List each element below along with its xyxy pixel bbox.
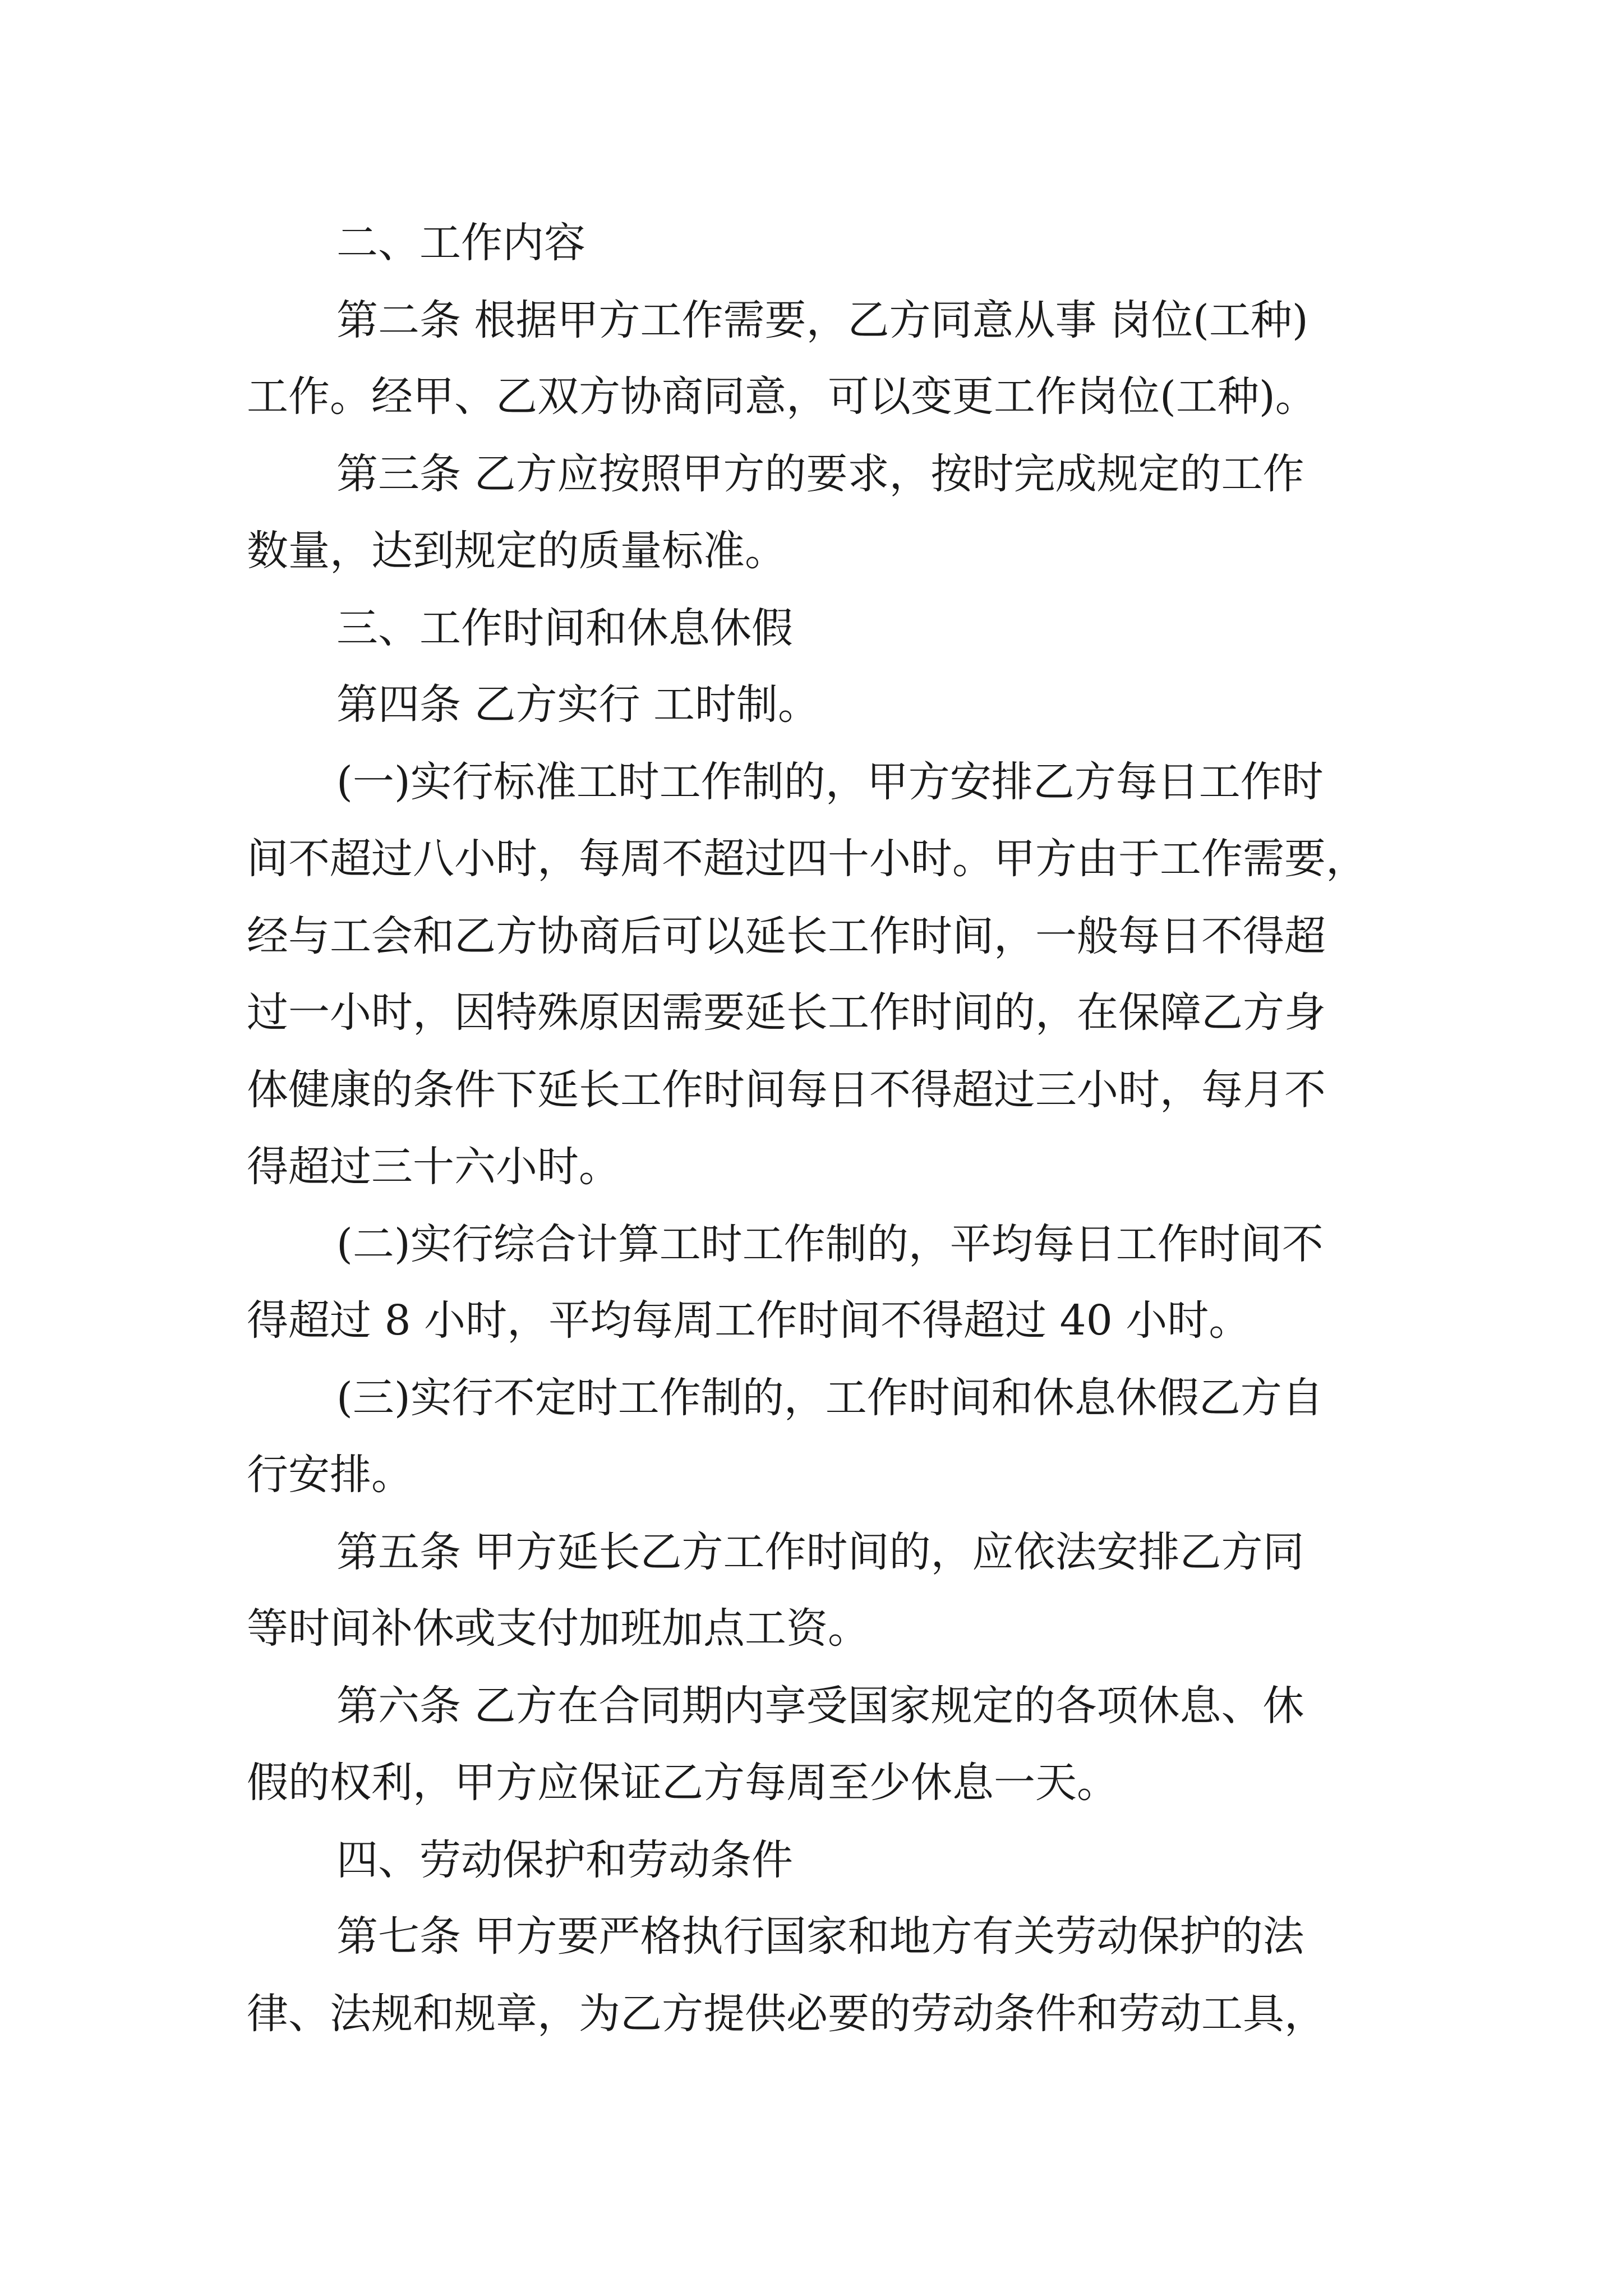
text-line: 第二条 根据甲方工作需要，乙方同意从事 岗位(工种) <box>336 296 1308 344</box>
paragraph-line <box>0 1749 1623 1816</box>
paragraph-line <box>0 979 1623 1046</box>
paragraph-line <box>0 1211 1623 1278</box>
text-line: 二、工作内容 <box>336 219 585 267</box>
section-heading <box>0 595 1623 662</box>
paragraph-line <box>0 748 1623 816</box>
paragraph-line <box>0 363 1623 430</box>
paragraph-line <box>0 1287 1623 1354</box>
text-line: 四、劳动保护和劳动条件 <box>336 1836 793 1884</box>
paragraph-line <box>0 825 1623 892</box>
paragraph-line <box>0 1364 1623 1432</box>
paragraph-line <box>0 1441 1623 1508</box>
paragraph-line <box>0 1903 1623 1970</box>
paragraph-line <box>0 1595 1623 1662</box>
text-line: 得超过三十六小时。 <box>247 1143 620 1191</box>
section-heading <box>0 209 1623 277</box>
text-line: 数量，达到规定的质量标准。 <box>247 527 786 575</box>
text-line: 第七条 甲方要严格执行国家和地方有关劳动保护的法 <box>336 1912 1304 1961</box>
text-line: (三)实行不定时工作制的，工作时间和休息休假乙方自 <box>336 1374 1324 1422</box>
text-line: 第四条 乙方实行 工时制。 <box>336 680 820 729</box>
text-line: 得超过 8 小时，平均每周工作时间不得超过 40 小时。 <box>247 1296 1251 1345</box>
text-line: 第三条 乙方应按照甲方的要求，按时完成规定的工作 <box>336 450 1304 498</box>
text-line: 间不超过八小时，每周不超过四十小时。甲方由于工作需要， <box>247 835 1367 883</box>
text-line: 过一小时，因特殊原因需要延长工作时间的，在保障乙方身 <box>247 988 1326 1037</box>
text-line: 经与工会和乙方协商后可以延长工作时间，一般每日不得超 <box>247 912 1326 960</box>
text-line: 工作。经甲、乙双方协商同意，可以变更工作岗位(工种)。 <box>247 372 1317 421</box>
text-line: 假的权利，甲方应保证乙方每周至少休息一天。 <box>247 1759 1118 1807</box>
paragraph-line <box>0 440 1623 508</box>
text-line: 第六条 乙方在合同期内享受国家规定的各项休息、休 <box>336 1682 1304 1730</box>
text-line: 三、工作时间和休息休假 <box>336 604 793 652</box>
paragraph-line <box>0 287 1623 354</box>
paragraph-line <box>0 1519 1623 1586</box>
paragraph-line <box>0 1056 1623 1124</box>
paragraph-line <box>0 1672 1623 1740</box>
text-line: 等时间补休或支付加班加点工资。 <box>247 1604 869 1653</box>
section-heading <box>0 1826 1623 1894</box>
text-line: (一)实行标准工时工作制的，甲方安排乙方每日工作时 <box>336 758 1324 806</box>
paragraph-line <box>0 671 1623 738</box>
text-line: 第五条 甲方延长乙方工作时间的，应依法安排乙方同 <box>336 1528 1304 1576</box>
paragraph-line <box>0 1133 1623 1200</box>
paragraph-line <box>0 517 1623 585</box>
paragraph-line <box>0 1980 1623 2047</box>
text-line: (二)实行综合计算工时工作制的，平均每日工作时间不 <box>336 1220 1324 1268</box>
paragraph-line <box>0 903 1623 970</box>
text-line: 行安排。 <box>247 1451 413 1499</box>
text-line: 体健康的条件下延长工作时间每日不得超过三小时，每月不 <box>247 1066 1326 1114</box>
text-line: 律、法规和规章，为乙方提供必要的劳动条件和劳动工具， <box>247 1990 1326 2038</box>
